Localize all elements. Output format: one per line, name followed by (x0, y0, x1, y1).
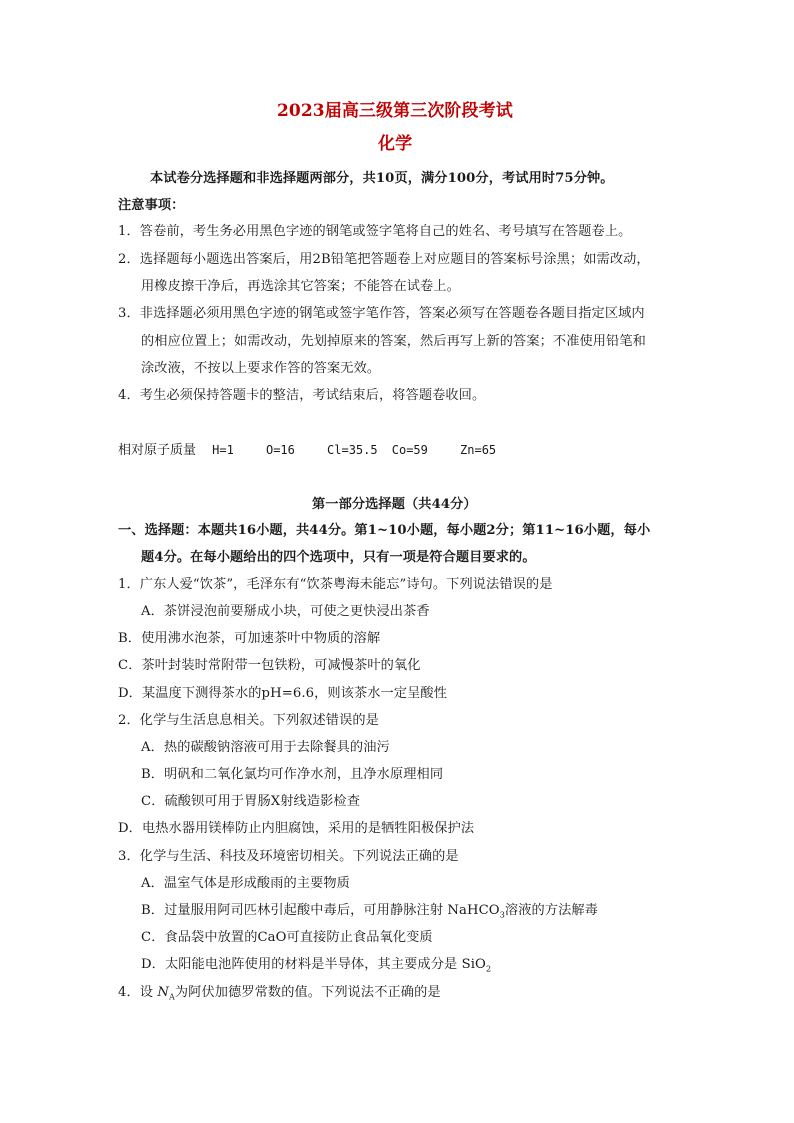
q2-option-d: D．电热水器用镁棒防止内胆腐蚀，采用的是牺牲阳极保护法 (118, 821, 475, 836)
atomic-mass-h: H=1 (212, 443, 234, 457)
q1-option-d: D．某温度下测得茶水的pH=6.6，则该茶水一定呈酸性 (118, 686, 447, 701)
atomic-mass-cl: Cl=35.5 (327, 443, 378, 457)
notice-item-1: 1．答卷前，考生务必用黑色字迹的钢笔或签字笔将自己的姓名、考号填写在答题卷上。 (118, 224, 632, 239)
part1-heading: 第一部分选择题（共44分） (312, 497, 477, 512)
q4-stem-prefix: 4．设 (118, 985, 158, 1000)
exam-intro: 本试卷分选择题和非选择题两部分，共10页，满分100分，考试用时75分钟。 (150, 171, 614, 186)
notice-heading: 注意事项： (118, 198, 185, 213)
notice-item-2-cont: 用橡皮擦干净后，再选涂其它答案；不能答在试卷上。 (141, 279, 460, 294)
atomic-mass-o: O=16 (265, 443, 295, 457)
part1-instruction-1: 一、选择题：本题共16小题，共44分。第1~10小题，每小题2分；第11~16小题，每小 (118, 523, 651, 538)
q3-option-c: C．食品袋中放置的CaO可直接防止食品氧化变质 (141, 930, 433, 945)
notice-item-3-cont1: 的相应位置上；如需改动，先划掉原来的答案，然后再写上新的答案；不准使用铅笔和 (141, 334, 646, 349)
q2-stem: 2．化学与生活息息相关。下列叙述错误的是 (118, 713, 379, 728)
q3-option-d (141, 956, 491, 974)
q2-option-c: C．硫酸钡可用于胃肠X射线造影检查 (141, 794, 360, 809)
notice-item-3-cont2: 涂改液，不按以上要求作答的答案无效。 (141, 361, 381, 376)
atomic-mass-zn: Zn=65 (460, 443, 497, 457)
q3-option-d-subscript: 2 (485, 964, 492, 974)
q4-stem-variable: N (157, 985, 169, 1000)
q4-stem-text: 为阿伏加德罗常数的值。下列说法不正确的是 (174, 985, 441, 1000)
q2-option-b: B．明矾和二氧化氯均可作净水剂，且净水原理相同 (141, 767, 444, 782)
q1-option-c: C．茶叶封装时常附带一包铁粉，可减慢茶叶的氧化 (118, 658, 421, 673)
part1-instruction-2: 题4分。在每小题给出的四个选项中，只有一项是符合题目要求的。 (141, 550, 536, 565)
q4-stem (118, 984, 441, 1002)
atomic-mass-label: 相对原子质量 (118, 443, 197, 458)
subject-title: 化学 (378, 134, 413, 154)
notice-item-3: 3．非选择题必须用黑色字迹的钢笔或签字笔作答，答案必须写在答题卷各题目指定区域内 (118, 306, 645, 321)
q2-option-a: A．热的碳酸钠溶液可用于去除餐具的油污 (141, 740, 390, 755)
q3-stem: 3．化学与生活、科技及环境密切相关。下列说法正确的是 (118, 849, 459, 864)
q1-option-b: B．使用沸水泡茶，可加速茶叶中物质的溶解 (118, 631, 381, 646)
atomic-mass-co: Co=59 (391, 443, 428, 457)
q1-stem: 1．广东人爱“饮茶”，毛泽东有“饮茶粤海未能忘”诗句。下列说法错误的是 (118, 577, 553, 592)
q3-option-b-text: B．过量服用阿司匹林引起酸中毒后，可用静脉注射 NaHCO (141, 903, 500, 918)
q1-option-a: A．茶饼浸泡前要掰成小块，可使之更快浸出茶香 (141, 604, 430, 619)
exam-title: 2023届高三级第三次阶段考试 (277, 101, 513, 121)
q3-option-b-tail: 溶液的方法解毒 (504, 903, 598, 918)
notice-item-2: 2．选择题每小题选出答案后，用2B铅笔把答题卷上对应题目的答案标号涂黑；如需改动， (118, 252, 650, 267)
notice-item-4: 4．考生必须保持答题卡的整洁，考试结束后，将答题卷收回。 (118, 388, 486, 403)
atomic-mass-row (118, 441, 496, 460)
q3-option-b-subscript: 3 (499, 910, 505, 920)
q3-option-d-text: D．太阳能电池阵使用的材料是半导体，其主要成分是 SiO (141, 957, 486, 972)
q3-option-a: A．温室气体是形成酸雨的主要物质 (141, 876, 350, 891)
q3-option-b (141, 902, 598, 920)
q4-stem-variable-subscript: A (169, 992, 175, 1002)
